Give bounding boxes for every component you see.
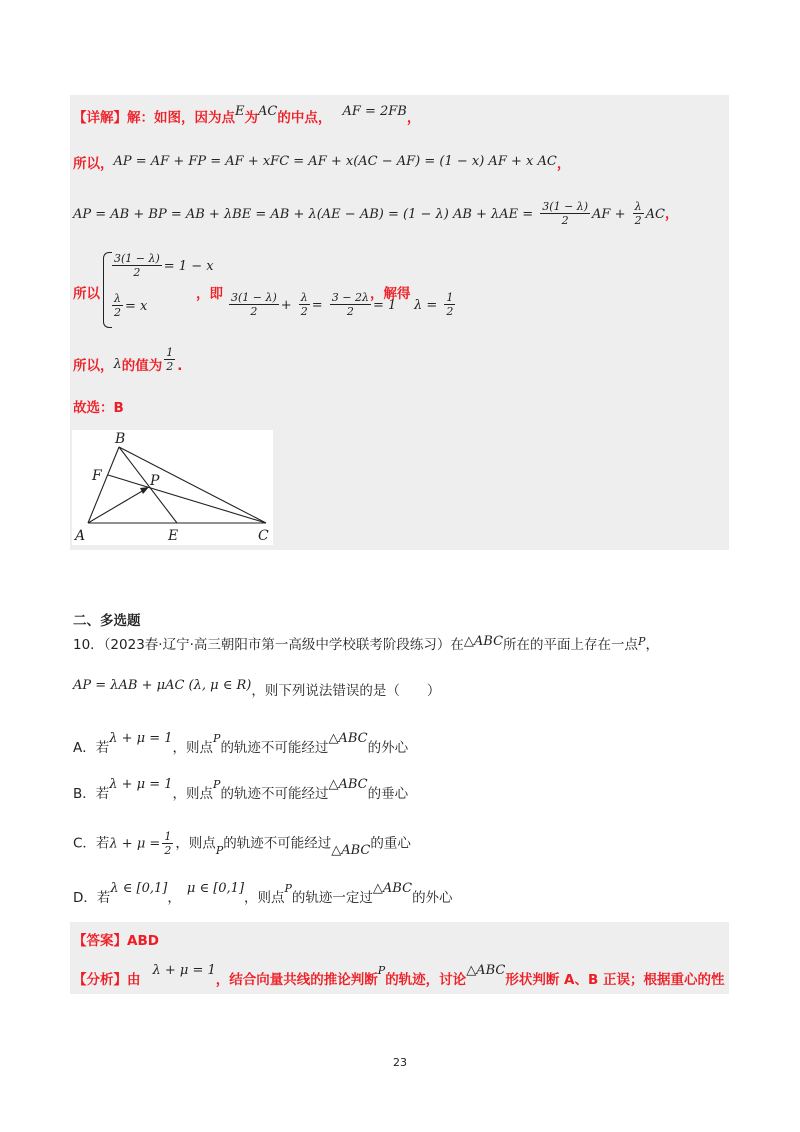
option-text: 的轨迹不可能经过 (223, 835, 332, 852)
solution-line-1 (73, 106, 420, 126)
option-text: ，则点 (244, 890, 285, 906)
frac-denominator: 2 (634, 214, 642, 227)
label-F: F (92, 468, 102, 484)
label-A: A (75, 528, 86, 544)
label-B: B (115, 431, 126, 447)
frac-numerator: λ (634, 200, 642, 213)
question-number: 10． (73, 637, 104, 653)
fraction (164, 346, 175, 373)
system-rhs: = x (125, 299, 148, 314)
section-title: 二、多选题 (73, 613, 141, 629)
frac-numerator: 1 (164, 830, 172, 843)
answer-value: ABD (127, 933, 159, 949)
frac-denominator: 2 (346, 305, 354, 318)
option-letter: B．若 (73, 786, 110, 802)
question-line-2 (73, 673, 441, 699)
frac-numerator: λ (300, 291, 308, 304)
point-P: P (213, 732, 221, 745)
segment-AC: AC (258, 104, 278, 119)
point-E: E (235, 104, 245, 119)
analysis-text: 的轨迹，讨论 (385, 972, 467, 988)
question-line-1 (73, 633, 659, 653)
point-P: P (213, 778, 221, 791)
arrowhead (140, 487, 149, 494)
fraction (444, 291, 455, 318)
option-condition: λ + μ = 1 (109, 731, 173, 746)
solution-line-2 (73, 152, 570, 172)
option-text: 的轨迹不可能经过 (220, 740, 329, 756)
system-row-2 (110, 292, 147, 319)
frac-denominator: 2 (250, 305, 258, 318)
question-text: 所在的平面上存在一点 (503, 637, 639, 653)
solution-line-3 (73, 200, 678, 227)
option-A[interactable] (73, 726, 409, 756)
option-text: ，则点 (172, 786, 214, 802)
option-text: ，则点 (172, 740, 214, 756)
detail-label: 【详解】 (73, 110, 127, 126)
frac-denominator: 2 (166, 360, 174, 373)
eq-af: AF + (592, 207, 626, 222)
wei-text: 为 (244, 110, 258, 126)
frac-numerator: 1 (446, 291, 454, 304)
frac-numerator: 1 (166, 346, 174, 359)
triangle-abc: △ABC (331, 842, 371, 858)
midpoint-text: 的中点， (277, 110, 332, 126)
answer-select: 故选：B (73, 400, 124, 416)
fraction (330, 291, 371, 318)
frac-numerator: λ (114, 292, 121, 305)
segment-BE (119, 447, 177, 523)
suoyi-label-2: 所以 (73, 286, 100, 302)
analysis-text: 形状判断 A、B 正误；根据重心的性 (505, 972, 725, 988)
point-P: P (638, 635, 646, 648)
triangle-figure (72, 430, 273, 545)
triangle-abc: △ABC (466, 963, 506, 978)
option-end: 的垂心 (367, 786, 409, 802)
comma: ， (556, 156, 571, 172)
eq-ac: AC (645, 207, 665, 222)
option-text: 的轨迹不可能经过 (220, 786, 329, 802)
comma: ， (664, 206, 679, 222)
option-letter: D．若 (73, 890, 111, 906)
option-condition: λ + μ = 1 (109, 777, 173, 792)
analysis-line (73, 958, 725, 988)
label-P: P (150, 473, 160, 489)
vector-AP (88, 490, 144, 523)
equation-ap-af: AP = AF + FP = AF + xFC = AF + x(AC − AF) = (1 − x) AF + x AC (113, 154, 557, 169)
frac-denominator: 2 (114, 306, 121, 319)
separator: ， (167, 890, 181, 906)
analysis-condition: λ + μ = 1 (152, 963, 216, 978)
fraction (540, 200, 590, 227)
question-source: （2023春·辽宁·高三朝阳市第一高级中学校联考阶段练习）在 (103, 637, 464, 653)
triangle-diagram (72, 430, 273, 545)
equals: = (311, 298, 323, 313)
frac-denominator: 2 (561, 214, 569, 227)
frac-denominator: 2 (300, 305, 308, 318)
point-P: P (377, 964, 386, 977)
option-D[interactable] (73, 876, 453, 906)
analysis-label: 【分析】 (73, 972, 127, 988)
option-letter: C．若 (73, 835, 110, 852)
fraction (229, 291, 279, 318)
system-rhs: = 1 − x (163, 259, 214, 274)
fraction (299, 291, 310, 318)
label-C: C (258, 528, 269, 544)
option-end: 的外心 (412, 890, 453, 906)
label-E: E (168, 528, 179, 544)
point-P: P (284, 882, 292, 895)
triangle-abc: △ABC (328, 777, 368, 792)
triangle-abc: △ABC (328, 731, 368, 746)
analysis-text: 由 (127, 972, 141, 988)
question-formula: AP = λAB + μAC (λ, μ ∈ R) (73, 678, 252, 693)
eq-af-2fb: AF = 2FB (342, 104, 407, 119)
lambda-equals: λ = (414, 298, 438, 313)
option-condition: λ + μ = (109, 836, 161, 852)
option-text: 的轨迹一定过 (291, 890, 373, 906)
value-text: 的值为 (121, 358, 163, 374)
fraction (633, 200, 644, 227)
solution-line-5 (73, 346, 183, 379)
point-P: P (215, 843, 224, 857)
solution-intro: 解：如图，因为点 (127, 110, 235, 126)
fraction (112, 292, 123, 319)
system-row-1 (110, 252, 214, 279)
option-end: 的重心 (370, 835, 411, 852)
frac-numerator: 3 − 2λ (331, 291, 369, 304)
equation-ap-ab: AP = AB + BP = AB + λBE = AB + λ(AE − AB) = (1 − λ) AB + λAE = (73, 207, 534, 222)
suoyi-label: 所以， (73, 156, 114, 172)
frac-denominator: 2 (446, 305, 454, 318)
analysis-text: ，结合向量共线的推论判断 (215, 972, 378, 988)
option-C[interactable] (73, 830, 411, 857)
option-letter: A．若 (73, 740, 110, 756)
fraction (112, 252, 162, 279)
answer-label: 【答案】 (73, 933, 127, 949)
lambda-symbol: λ (113, 357, 122, 372)
answer-line (73, 929, 159, 949)
segment-AB (88, 447, 119, 523)
frac-denominator: 2 (133, 266, 141, 279)
suoyi-label: 所以， (73, 358, 114, 374)
plus: + (280, 298, 292, 313)
option-condition: λ ∈ [0,1] (110, 881, 168, 896)
question-tail: ，则下列说法错误的是（ ） (251, 683, 441, 699)
frac-numerator: 3(1 − λ) (231, 291, 277, 304)
page-number: 23 (393, 1056, 407, 1069)
jiede-text: ，解得 (370, 286, 411, 302)
option-condition: μ ∈ [0,1] (186, 881, 245, 896)
frac-denominator: 2 (164, 844, 172, 857)
ji-text: ，即 (196, 286, 223, 302)
triangle-abc: △ABC (372, 881, 413, 896)
lambda-result (414, 291, 457, 318)
option-end: 的外心 (367, 740, 409, 756)
equation-rhs: = 1 (372, 298, 397, 313)
option-text: ，则点 (175, 835, 216, 852)
triangle-abc: △ABC (463, 634, 504, 649)
comma: ， (406, 110, 421, 126)
frac-numerator: 3(1 − λ) (114, 252, 160, 265)
frac-numerator: 3(1 − λ) (542, 200, 589, 213)
comma: ， (645, 637, 659, 653)
period: . (177, 358, 183, 374)
fraction (162, 830, 173, 857)
option-B[interactable] (73, 772, 409, 802)
